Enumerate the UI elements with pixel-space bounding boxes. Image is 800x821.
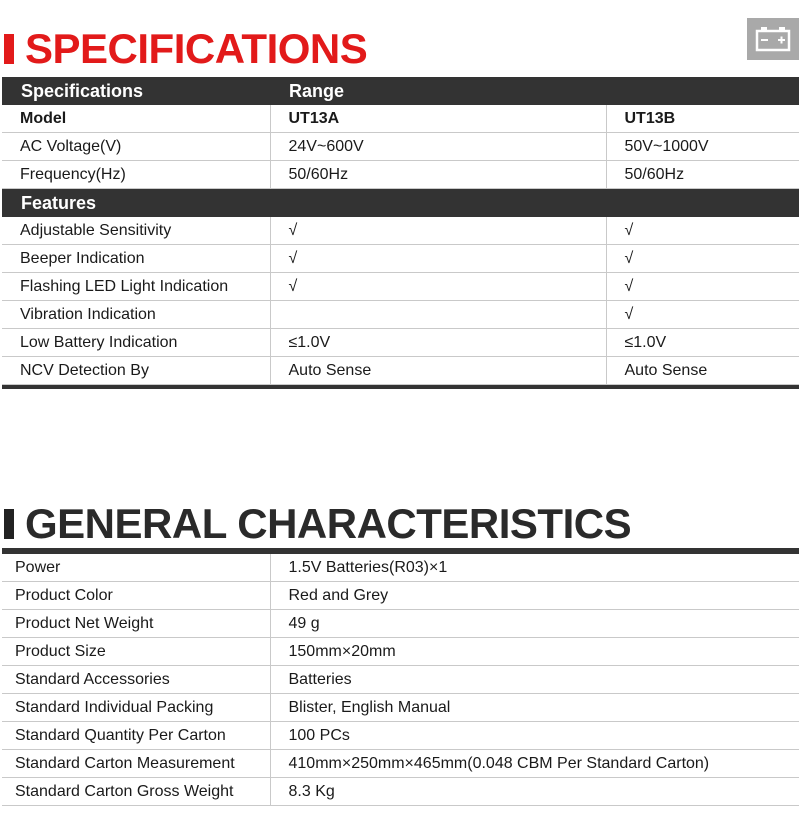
characteristic-value: Batteries (270, 666, 799, 694)
feature-label: Vibration Indication (2, 301, 270, 329)
table-row (2, 694, 799, 722)
characteristic-value: 49 g (270, 610, 799, 638)
header-specifications: Specifications (2, 77, 270, 105)
feature-value-b: √ (606, 273, 799, 301)
features-header (2, 189, 799, 218)
characteristic-label: Product Net Weight (2, 610, 270, 638)
table-bottom-rule (2, 385, 799, 390)
characteristic-value: 8.3 Kg (270, 778, 799, 806)
specifications-heading (0, 25, 368, 72)
spec-label: AC Voltage(V) (2, 133, 270, 161)
general-characteristics-heading (0, 500, 632, 547)
table-row (2, 554, 799, 582)
characteristic-value: Blister, English Manual (270, 694, 799, 722)
characteristic-value: 100 PCs (270, 722, 799, 750)
model-ut13b: UT13B (606, 105, 799, 133)
battery-icon (747, 18, 799, 60)
feature-label: Low Battery Indication (2, 329, 270, 357)
general-characteristics-title: GENERAL CHARACTERISTICS (25, 500, 632, 547)
general-characteristics-table (2, 548, 799, 806)
characteristic-label: Product Size (2, 638, 270, 666)
table-row (2, 582, 799, 610)
characteristic-label: Standard Individual Packing (2, 694, 270, 722)
table-row (2, 161, 799, 189)
table-row (2, 750, 799, 778)
table-row (2, 329, 799, 357)
spec-value-b: 50/60Hz (606, 161, 799, 189)
heading-marker (4, 34, 14, 64)
feature-label: NCV Detection By (2, 357, 270, 385)
characteristic-label: Product Color (2, 582, 270, 610)
feature-label: Flashing LED Light Indication (2, 273, 270, 301)
characteristic-value: 150mm×20mm (270, 638, 799, 666)
table-row (2, 357, 799, 385)
spec-value-a: 50/60Hz (270, 161, 606, 189)
specifications-table (2, 77, 799, 389)
table-row (2, 217, 799, 245)
characteristic-label: Standard Accessories (2, 666, 270, 694)
table-row (2, 273, 799, 301)
spec-table-header (2, 77, 799, 105)
feature-value-a: √ (270, 217, 606, 245)
characteristic-value: 410mm×250mm×465mm(0.048 CBM Per Standard Carton) (270, 750, 799, 778)
feature-value-b: Auto Sense (606, 357, 799, 385)
model-row (2, 105, 799, 133)
table-row (2, 778, 799, 806)
characteristic-label: Power (2, 554, 270, 582)
characteristic-label: Standard Carton Gross Weight (2, 778, 270, 806)
specifications-title: SPECIFICATIONS (25, 25, 368, 72)
feature-value-b: √ (606, 301, 799, 329)
feature-value-a: √ (270, 245, 606, 273)
spec-label: Frequency(Hz) (2, 161, 270, 189)
table-row (2, 301, 799, 329)
feature-value-a: Auto Sense (270, 357, 606, 385)
table-row (2, 133, 799, 161)
feature-label: Adjustable Sensitivity (2, 217, 270, 245)
features-title: Features (2, 189, 799, 218)
table-row (2, 666, 799, 694)
characteristic-value: Red and Grey (270, 582, 799, 610)
characteristic-label: Standard Quantity Per Carton (2, 722, 270, 750)
feature-label: Beeper Indication (2, 245, 270, 273)
feature-value-b: √ (606, 217, 799, 245)
model-label: Model (2, 105, 270, 133)
feature-value-a (270, 301, 606, 329)
table-row (2, 722, 799, 750)
model-ut13a: UT13A (270, 105, 606, 133)
characteristic-label: Standard Carton Measurement (2, 750, 270, 778)
heading-marker (4, 509, 14, 539)
spec-value-a: 24V~600V (270, 133, 606, 161)
feature-value-b: ≤1.0V (606, 329, 799, 357)
table-row (2, 245, 799, 273)
feature-value-a: ≤1.0V (270, 329, 606, 357)
feature-value-a: √ (270, 273, 606, 301)
table-row (2, 610, 799, 638)
header-range: Range (270, 77, 799, 105)
spec-value-b: 50V~1000V (606, 133, 799, 161)
table-row (2, 638, 799, 666)
feature-value-b: √ (606, 245, 799, 273)
characteristic-value: 1.5V Batteries(R03)×1 (270, 554, 799, 582)
